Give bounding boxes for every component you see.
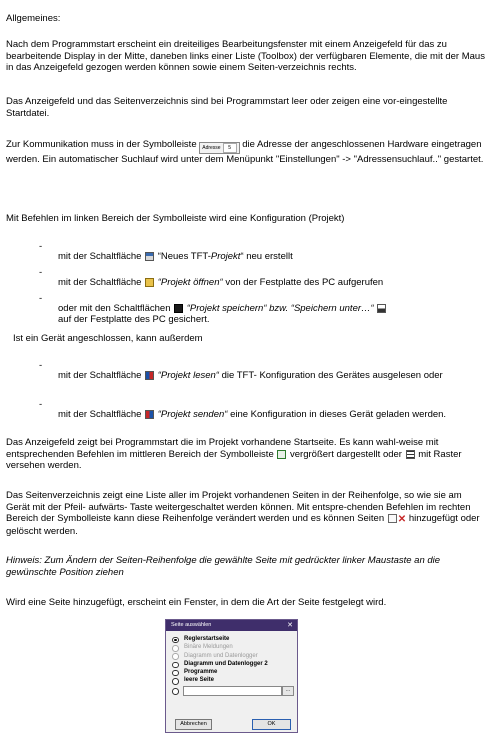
delete-page-icon: ✕ [397, 514, 407, 525]
section-heading: Allgemeines: [6, 13, 61, 24]
send-device-icon [145, 410, 154, 419]
b1-text-a: mit der Schaltfläche [58, 250, 142, 262]
paragraph-intro: Nach dem Programmstart erscheint ein dreiteiliges Bearbeitungsfenster mit einem Anzeigefeld für das zu bearbeitende Display in der Mitte, daneben links einer Liste (Toolbox) der verfügbaren Elemente, die mit der Maus in das Anzeigefeld gezogen werden können sowie einem Seiten-verzeichnis rechts. [6, 39, 485, 73]
bullet-send-project [58, 409, 483, 421]
option-label: leere Seite [184, 677, 215, 684]
b1-text-d: “ neu erstellt [240, 250, 293, 262]
bullet-dash: - [39, 241, 43, 252]
b1-text-b: “Neues TFT- [157, 250, 211, 262]
b4-text-c: die TFT- Konfiguration des Gerätes ausgelesen oder [221, 369, 443, 381]
option-leere-seite[interactable] [171, 676, 297, 684]
bullet-dash: - [39, 267, 43, 278]
dialog-title: Seite auswählen [171, 622, 212, 628]
b2-text-c: von der Festplatte des PC aufgerufen [225, 276, 384, 288]
option-programme[interactable] [171, 668, 297, 676]
bullet-dash: - [39, 399, 43, 410]
p6-text-a: Das Anzeigefeld zeigt bei Programmstart die im Projekt vorhandene Startseite. Es kann wahl-weise mit entsprechenden Befehlen im mittleren Bereich der Symbolleiste [6, 437, 439, 460]
p6-text-c: mit Raster versehen werden. [6, 448, 462, 471]
option-diagramm-datenlogger-2[interactable] [171, 660, 297, 668]
address-label: Adresse [202, 145, 221, 151]
paragraph-communication [6, 139, 486, 166]
option-label: Diagramm und Datenlogger 2 [184, 660, 268, 667]
browse-button[interactable]: ... [282, 686, 294, 696]
radio-icon[interactable] [172, 688, 179, 695]
b4-text-b: “Projekt lesen“ [157, 369, 219, 381]
p7-text-a: Das Seitenverzeichnis zeigt eine Liste aller im Projekt vorhandenen Seiten in der Reihenfolge, so wie sie am Gerät mit der Pfeil- aufwärts- Taste weitergeschaltet werden können. Mit entspre-chenden Befehlen im rechten Bereich der Symbolleiste kann diese Reihenfolge verändert werden und es können Seiten [6, 490, 471, 524]
bullet-save-project [58, 303, 483, 326]
radio-icon [172, 678, 179, 685]
paragraph-commands-left: Mit Befehlen im linken Bereich der Symbolleiste wird eine Konfiguration (Projekt) [6, 213, 345, 224]
save-disk-icon [174, 304, 183, 313]
option-label: Binäre Meldungen [184, 644, 233, 651]
option-label: Diagramm und Datenlogger [184, 652, 258, 659]
b5-text-b: “Projekt senden“ [157, 408, 228, 420]
p3-text-a: Zur Kommunikation muss in der Symbolleiste [6, 139, 197, 150]
page-name-input[interactable] [183, 686, 282, 696]
p3-text-b: die Adresse der angeschlossenen Hardware eingetragen werden. Ein automatischer Suchlauf wird unter dem Menüpunkt "Einstellungen" -> "Adressensuchlauf.." gestartet. [6, 139, 484, 165]
option-diagramm-datenlogger [171, 652, 297, 660]
option-label: Reglerstartseite [184, 636, 230, 642]
option-reglerstartseite[interactable] [171, 635, 297, 643]
custom-page-row [171, 686, 292, 696]
new-project-icon [145, 252, 154, 261]
page-type-options [166, 631, 297, 685]
select-page-dialog [165, 619, 298, 733]
open-folder-icon [145, 278, 154, 287]
paragraph-add-page: Wird eine Seite hinzugefügt, erscheint ein Fenster, in dem die Art der Seite festgelegt wird. [6, 597, 387, 608]
hint-text: Hinweis: Zum Ändern der Seiten-Reihenfolge die gewählte Seite mit gedrückter linker Maustaste an die gewünschte Position ziehen [6, 555, 441, 578]
b2-text-b: “Projekt öffnen“ [157, 276, 223, 288]
paragraph-device-connected: Ist ein Gerät angeschlossen, kann außerdem [13, 333, 203, 344]
b1-text-c: Projekt [210, 250, 241, 262]
b3-text-c: auf der Festplatte des PC gesichert. [58, 314, 210, 325]
save-as-icon [377, 304, 386, 313]
address-field-image [199, 142, 239, 154]
ok-button[interactable]: OK [252, 719, 291, 730]
p6-text-b: vergrößert dargestellt oder [290, 448, 402, 460]
b2-text-a: mit der Schaltfläche [58, 276, 142, 288]
bullet-dash: - [39, 293, 43, 304]
b3-text-b: “Projekt speichern“ bzw. “Speichern unter…“ [186, 302, 374, 314]
paragraph-startup: Das Anzeigefeld und das Seitenverzeichnis sind bei Programmstart leer oder zeigen eine vor-eingestellte Startdatei. [6, 96, 448, 119]
paragraph-display-field [6, 437, 486, 472]
close-icon[interactable]: ✕ [287, 622, 293, 629]
p7-text-b: hinzugefügt oder gelöscht werden. [6, 513, 480, 537]
cancel-button[interactable]: Abbrechen [175, 719, 212, 730]
b5-text-a: mit der Schaltfläche [58, 408, 142, 420]
bullet-read-project [58, 370, 483, 382]
address-value: 5 [223, 143, 237, 153]
option-label: Programme [184, 669, 218, 676]
grid-icon [406, 450, 415, 459]
zoom-icon [277, 450, 286, 459]
option-binaere-meldungen [171, 643, 297, 651]
b5-text-c: eine Konfiguration in dieses Gerät geladen werden. [230, 408, 447, 420]
dialog-titlebar [166, 620, 297, 631]
bullet-dash: - [39, 360, 43, 371]
b4-text-a: mit der Schaltfläche [58, 369, 142, 381]
read-device-icon [145, 371, 154, 380]
bullet-new-project [58, 251, 483, 263]
hint-note [6, 555, 486, 578]
add-page-icon [388, 514, 397, 523]
paragraph-page-list [6, 490, 486, 537]
b3-text-a: oder mit den Schaltflächen [58, 302, 171, 314]
bullet-open-project [58, 277, 483, 289]
